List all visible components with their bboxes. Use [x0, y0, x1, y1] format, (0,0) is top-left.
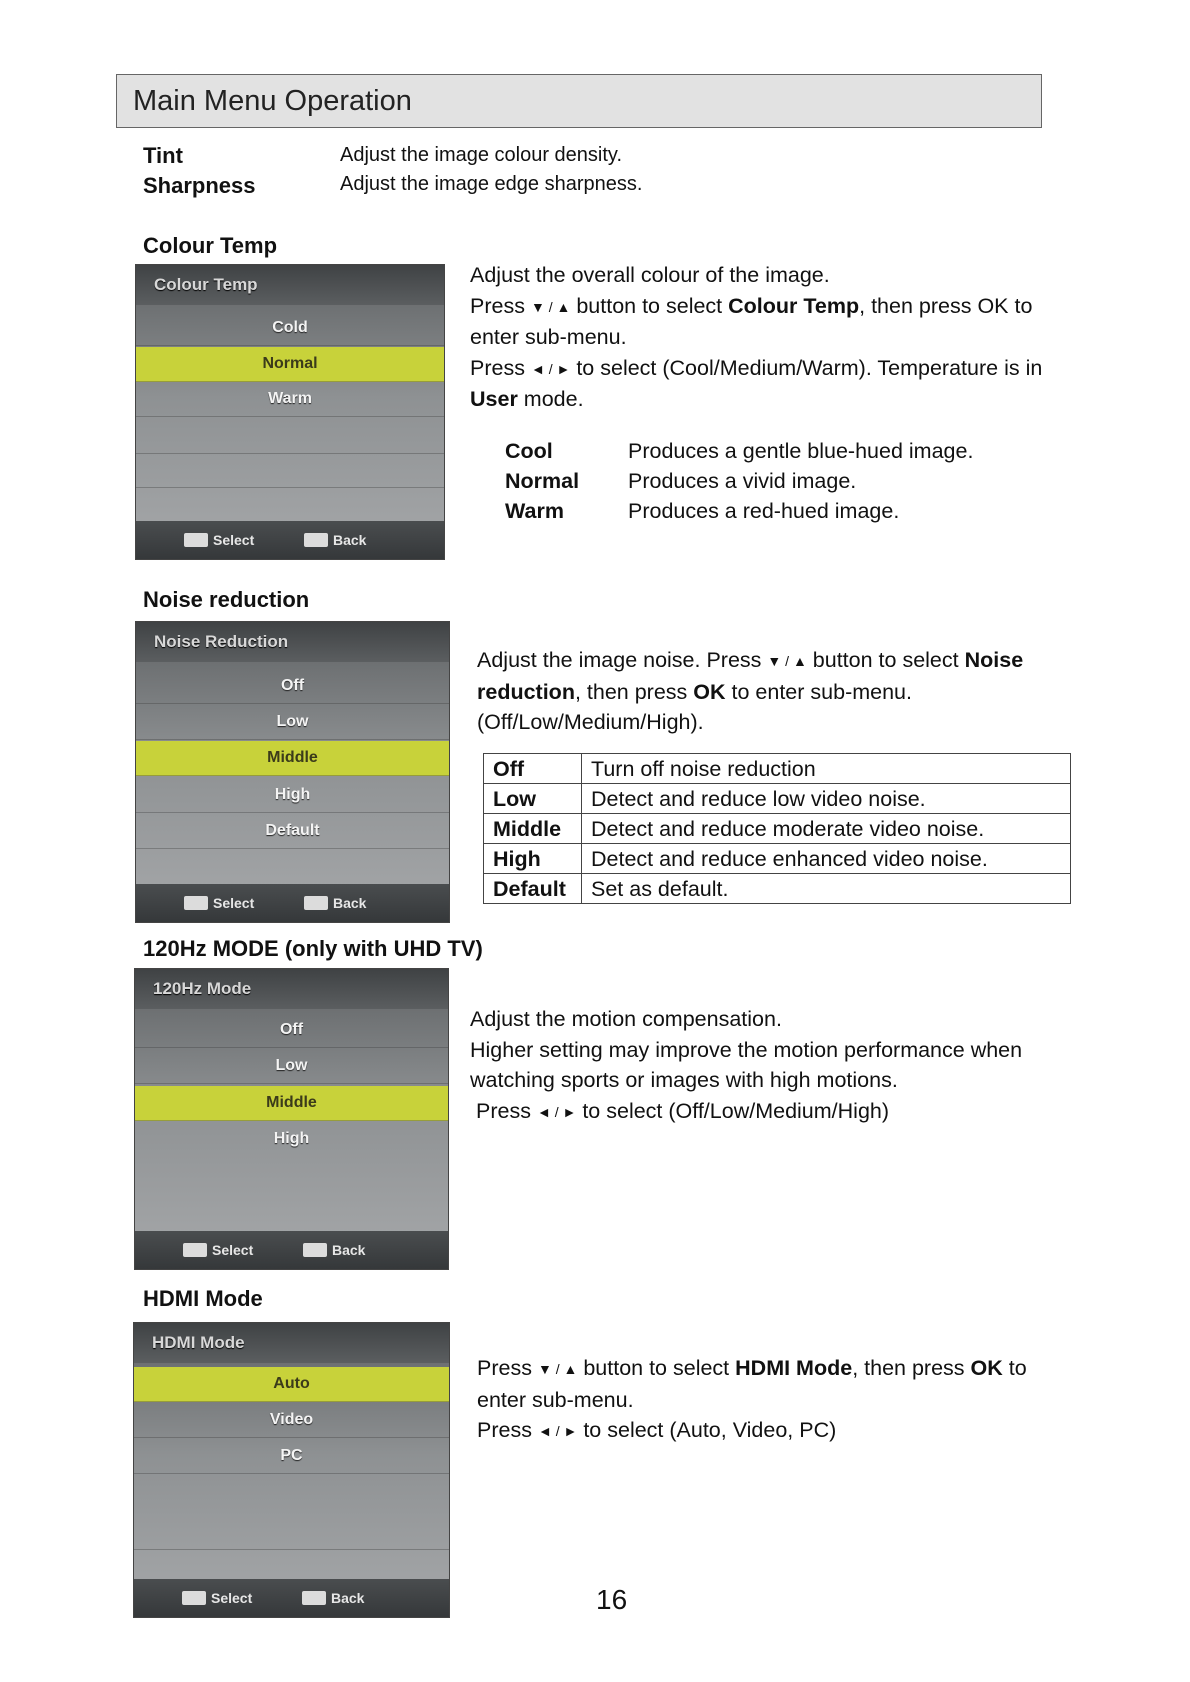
hdmi-mode-description: Press ▼ / ▲ button to select HDMI Mode, then press OK to enter sub-menu. Press ◄ / ► to select (Auto, Video, PC) [477, 1356, 1027, 1442]
menu-option-off: Off [135, 1013, 448, 1048]
tint-desc: Adjust the image colour density. [340, 144, 623, 166]
menu-option-middle-selected: Middle [135, 1086, 448, 1121]
screen-title: Noise Reduction [136, 622, 449, 662]
ok-key-icon [182, 1591, 206, 1605]
colour-temp-definitions [505, 436, 973, 526]
menu-key-icon [302, 1591, 326, 1605]
def-row: Warm Produces a red-hued image. [505, 498, 900, 523]
left-right-arrows-icon: ◄ / ► [530, 360, 571, 377]
menu-key-icon [304, 896, 328, 910]
menu-option-normal-selected: Normal [136, 347, 444, 382]
menu-option-pc: PC [134, 1439, 449, 1474]
def-row: Cool Produces a gentle blue-hued image. [505, 438, 974, 463]
up-down-arrows-icon: ▼ / ▲ [537, 1361, 578, 1377]
menu-option-high: High [136, 778, 449, 813]
screen-title: HDMI Mode [134, 1323, 449, 1363]
def-row: Normal Produces a vivid image. [505, 468, 857, 493]
menu-option-off: Off [136, 669, 449, 704]
menu-option-low: Low [135, 1049, 448, 1084]
sharpness-desc: Adjust the image edge sharpness. [340, 173, 643, 195]
screen-footer: Select Back [134, 1579, 449, 1617]
tint-term: Tint [143, 143, 183, 168]
menu-option-default: Default [136, 814, 449, 849]
left-right-arrows-icon: ◄ / ► [536, 1103, 577, 1120]
up-down-arrows-icon: ▼ / ▲ [530, 298, 571, 315]
page-number: 16 [596, 1584, 628, 1615]
ok-key-icon [184, 896, 208, 910]
page-header [116, 74, 1042, 128]
screen-footer: Select Back [136, 521, 444, 559]
ok-key-icon [184, 533, 208, 547]
table-row: Low Detect and reduce low video noise. [484, 784, 1071, 814]
colour-temp-description: Adjust the overall colour of the image. Press ▼ / ▲ button to select Colour Temp, then press OK to enter sub-menu. Press ◄ / ► to select (Cool/Medium/Warm). Temperature is in User mode. [470, 263, 1043, 411]
table-row: Default Set as default. [484, 874, 1071, 904]
menu-option-warm: Warm [136, 382, 444, 417]
left-right-arrows-icon: ◄ / ► [537, 1423, 578, 1439]
page-title: Main Menu Operation [133, 85, 412, 117]
menu-option-high: High [273, 1130, 310, 1147]
ok-key-icon [183, 1243, 207, 1257]
screen-footer: Select Back [136, 884, 449, 922]
hdmi-mode-heading: HDMI Mode [143, 1286, 263, 1311]
hz-mode-screen [134, 968, 449, 1270]
noise-reduction-table [483, 753, 1071, 904]
table-row: Off Turn off noise reduction [484, 754, 1071, 784]
screen-footer: Select Back [135, 1231, 448, 1269]
menu-option-cold: Cold [136, 311, 444, 346]
table-row: Middle Detect and reduce moderate video noise. [484, 814, 1071, 844]
up-down-arrows-icon: ▼ / ▲ [767, 653, 807, 669]
noise-reduction-description: Adjust the image noise. Press ▼ / ▲ button to select Noise reduction, then press OK to enter sub-menu. (Off/Low/Medium/High). [477, 648, 1024, 734]
table-row: High Detect and reduce enhanced video noise. [484, 844, 1071, 874]
hz-mode-description: Adjust the motion compensation. Higher setting may improve the motion performance when watching sports or images with high motions. Press ◄ / ► to select (Off/Low/Medium/High) [470, 1007, 1023, 1123]
hz-mode-heading: 120Hz MODE (only with UHD TV) [143, 936, 483, 961]
noise-reduction-heading: Noise reduction [143, 587, 310, 612]
screen-title: 120Hz Mode [135, 969, 448, 1009]
menu-option-low: Low [136, 705, 449, 740]
hdmi-mode-screen [133, 1322, 450, 1618]
colour-temp-heading: Colour Temp [143, 233, 278, 258]
menu-option-middle-selected: Middle [136, 741, 449, 776]
menu-option-video: Video [134, 1403, 449, 1438]
menu-option-auto-selected: Auto [134, 1367, 449, 1402]
menu-key-icon [303, 1243, 327, 1257]
screen-title: Colour Temp [136, 265, 444, 305]
sharpness-term: Sharpness [143, 173, 256, 198]
menu-key-icon [304, 533, 328, 547]
colour-temp-screen [135, 264, 445, 560]
noise-reduction-screen [135, 621, 450, 923]
